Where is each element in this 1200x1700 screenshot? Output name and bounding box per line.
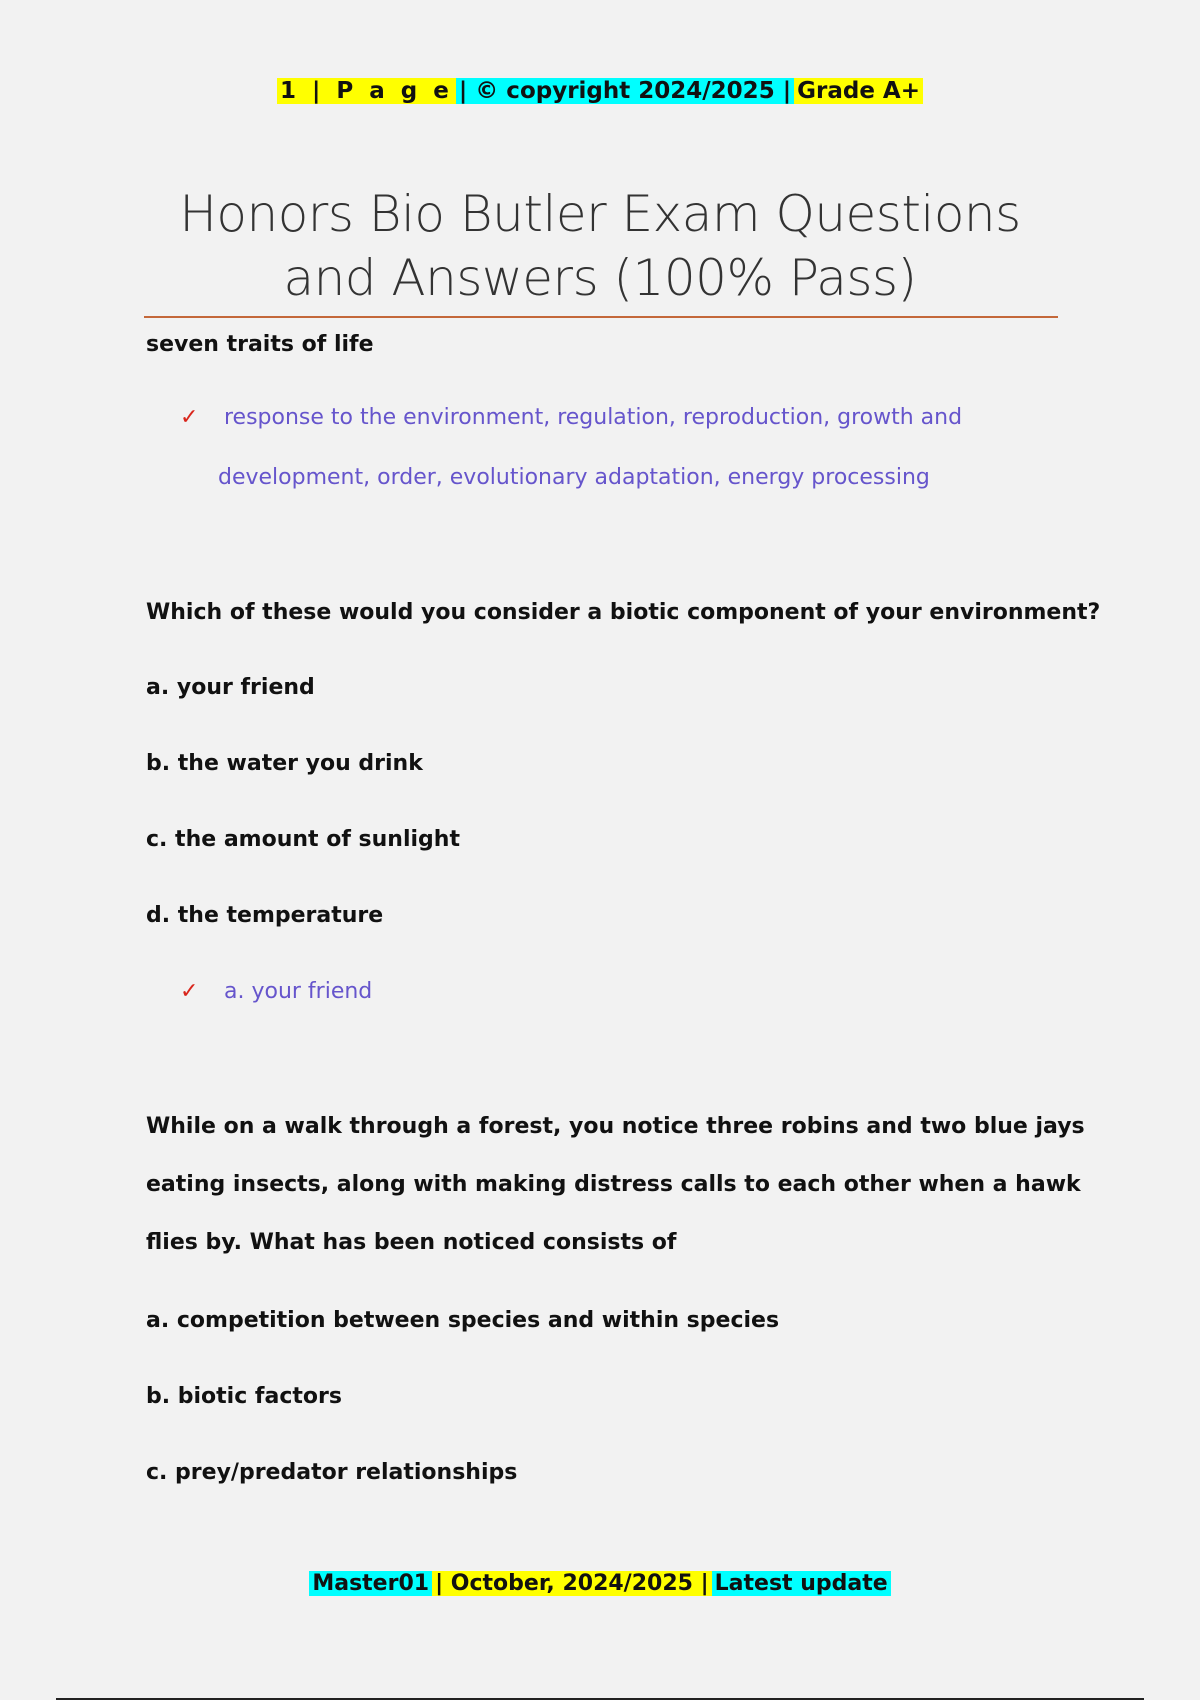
date-label: | October, 2024/2025 | <box>432 1571 712 1596</box>
page-footer <box>0 1568 1200 1600</box>
question-3 <box>146 1098 1085 1272</box>
option-a: a. your friend <box>146 675 315 700</box>
update-label: Latest update <box>712 1571 891 1596</box>
question-3-line-3: flies by. What has been noticed consists of <box>146 1230 677 1255</box>
page-number-label: 1 | P a g e <box>277 78 456 104</box>
document-title <box>145 182 1055 310</box>
grade-label: Grade A+ <box>794 78 923 104</box>
option-d: d. the temperature <box>146 903 384 928</box>
question-3-line-2: eating insects, along with making distress calls to each other when a hawk <box>146 1172 1081 1197</box>
question-2-options <box>146 650 460 954</box>
check-icon: ✓ <box>180 979 199 1004</box>
title-line-1: Honors Bio Butler Exam Questions <box>179 185 1021 243</box>
question-1: seven traits of life <box>146 332 374 357</box>
page-header <box>0 74 1200 108</box>
author-label: Master01 <box>309 1571 432 1596</box>
copyright-label: | © copyright 2024/2025 | <box>456 78 794 104</box>
answer-2-text: a. your friend <box>224 979 373 1004</box>
title-line-2: and Answers (100% Pass) <box>283 249 917 307</box>
option-b: b. the water you drink <box>146 751 423 776</box>
answer-1 <box>180 388 1060 508</box>
check-icon: ✓ <box>180 405 199 430</box>
option-b: b. biotic factors <box>146 1384 342 1409</box>
answer-2 <box>180 962 780 1022</box>
option-a: a. competition between species and within species <box>146 1308 780 1333</box>
option-c: c. the amount of sunlight <box>146 827 460 852</box>
option-c: c. prey/predator relationships <box>146 1460 518 1485</box>
question-2: Which of these would you consider a biotic component of your environment? <box>146 600 1101 625</box>
question-3-line-1: While on a walk through a forest, you notice three robins and two blue jays <box>146 1114 1085 1139</box>
question-3-options <box>146 1283 779 1511</box>
answer-1-line-1: response to the environment, regulation, reproduction, growth and <box>224 405 963 430</box>
answer-1-line-2: development, order, evolutionary adaptation, energy processing <box>218 465 930 490</box>
